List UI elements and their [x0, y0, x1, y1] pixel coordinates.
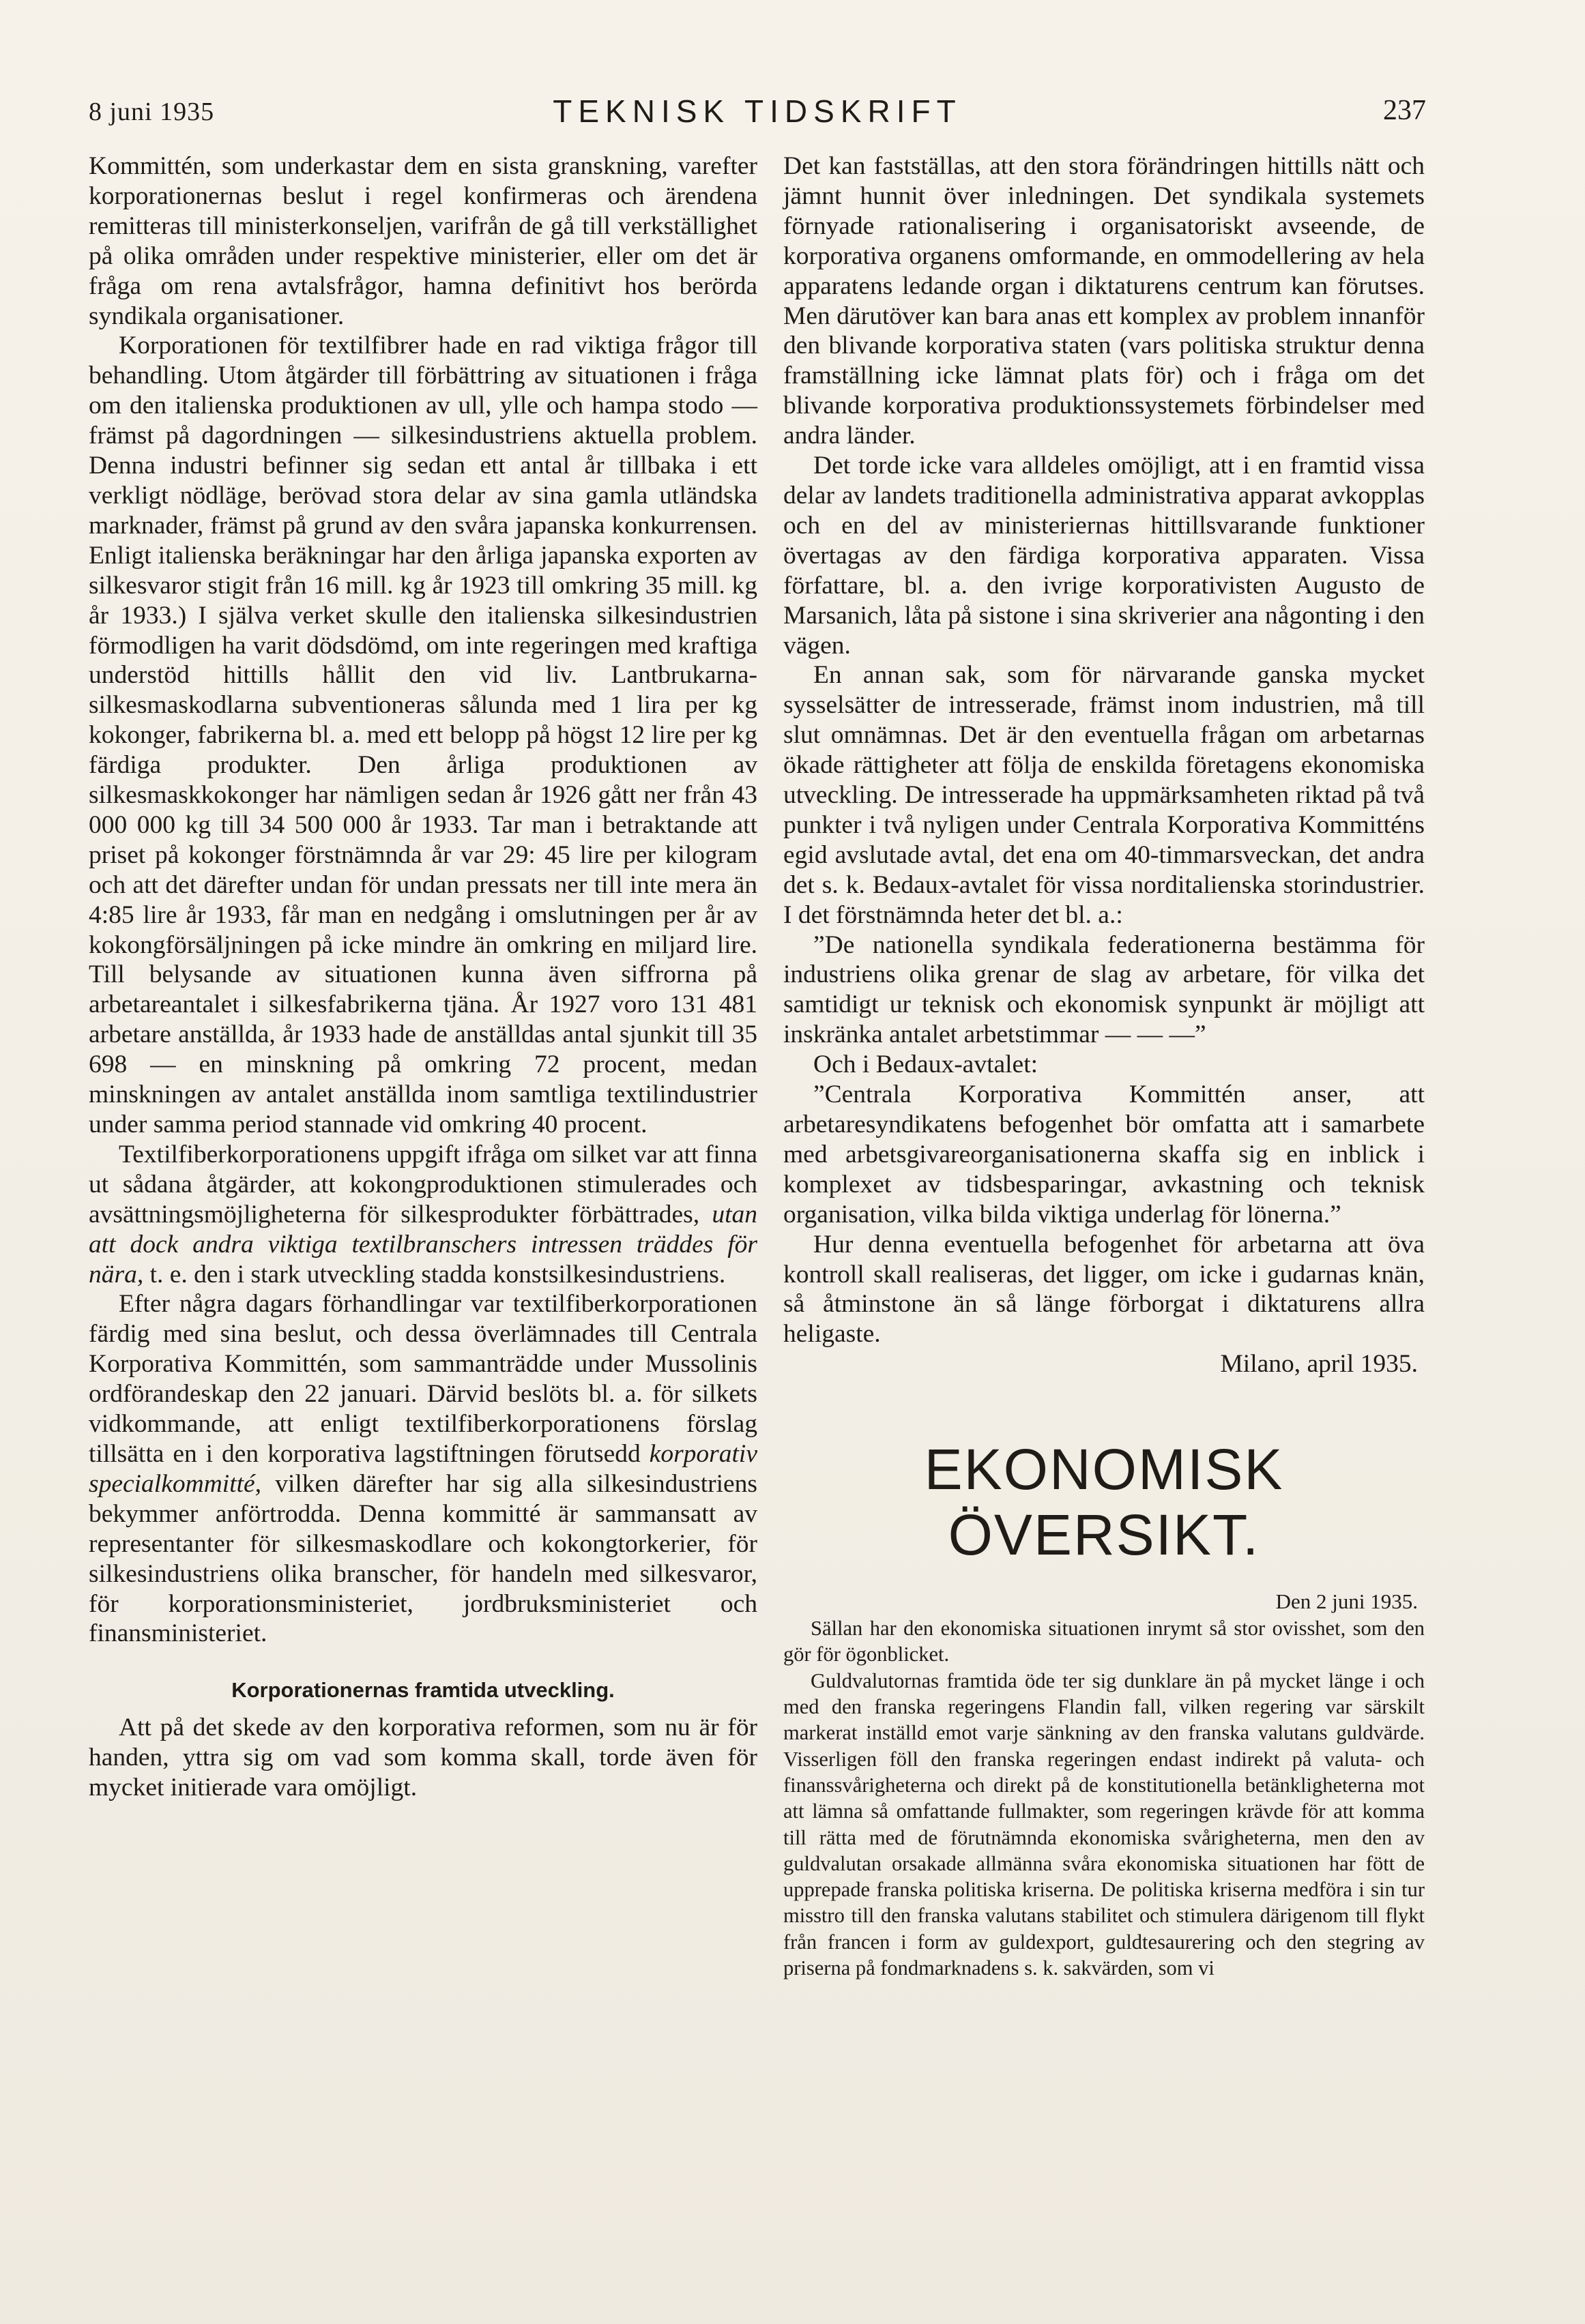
- paragraph: [89, 1289, 757, 1649]
- paragraph: Det torde icke vara alldeles omöjligt, att i en framtid vissa delar av landets traditionella administrativa apparat avkopplas och en del av ministeriernas hittillsvarande funktioner övertagas av den färdiga korporativa apparaten. Vissa författare, bl. a. den ivrige korporativisten Augusto de Marsanich, låta på sistone i sina skriverier ana någonting i den vägen.: [783, 452, 1425, 660]
- paragraph: Guldvalutornas framtida öde ter sig dunklare än på mycket länge i och med den franska regeringens Flandin fall, vilken regering var särskilt markerat inställd emot varje sänkning av den franska valutans guldvärde. Visserligen föll den franska regeringen endast indirekt på valuta- och finanssvårigheterna och direkt på de konstitutionella betänkligheterna mot att lämna så omfattande fullmakter, som regeringen krävde för att komma till rätta med de förutnämnda ekonomiska svårigheterna, men den av guldvalutan orsakade allmänna svåra ekonomiska situationen har fött de upprepade franska politiska kriserna. De politiska kriserna medföra i sin tur misstro till den franska valutans stabilitet och stimulera därigenom till flykt från francen i form av guldexport, guldtesaurering och den stegring av priserna på fondmarknadens s. k. sakvärden, som vi: [783, 1668, 1425, 1980]
- italic-text: korporativ specialkommitté,: [89, 1439, 757, 1498]
- quote-paragraph: ”Centrala Korporativa Kommittén anser, att arbetaresyndikatens befogenhet bör omfatta att i samarbete med arbetsgivareorganisationerna skaffa sig en inblick i komplexet av tidsbesparingar, avkastning och teknisk organisation, vilka bilda viktiga underlag för lönerna.”: [783, 1080, 1425, 1229]
- page-header: [89, 89, 1426, 130]
- section-title: EKONOMISK ÖVERSIKT.: [924, 1437, 1284, 1568]
- italic-text: utan att dock andra viktiga textilbranschers intressen träddes för nära,: [89, 1200, 757, 1289]
- text-run: Textilfiberkorporationens uppgift ifråga om silket var att finna ut sådana åtgärder, att kokongproduktionen stimulerades och avsättningsmöjligheterna för silkesprodukter förbättrades,: [89, 1140, 757, 1229]
- dateline: Den 2 juni 1935.: [1275, 1589, 1418, 1614]
- text-run: vilken därefter har sig alla silkesindustriens bekymmer anförtrodda. Denna kommitté är sammansatt av representanter för silkesmaskodlare och kokongtorkerier, för silkesindustriens olika branscher, för handeln med silkesvaror, för korporationsministeriet, jordbruksministeriet och finansministeriet.: [89, 1469, 758, 1648]
- text-run: Efter några dagars förhandlingar var textilfiberkorporationen färdig med sina beslut, och dessa överlämnades till Centrala Korporativa Kommittén, som sammanträdde under Mussolinis ordförandeskap den 22 januari. Därvid beslöts bl. a. för silkets vidkommande, att enligt textilfiberkorporationens förslag tillsätta en i den korporativa lagstiftningen förutsedd: [89, 1290, 757, 1468]
- paragraph: Korporationen för textilfibrer hade en rad viktiga frågor till behandling. Utom åtgärder till förbättring av situationen i fråga om den italienska produktionen av ull, ylle och hampa stodo — främst på dagordningen — silkesindustriens aktuella problem. Denna industri befinner sig sedan ett antal år tillbaka i ett verkligt nödläge, berövad stora delar av sina gamla utländska marknader, främst på grund av den svåra japanska konkurrensen. Enligt italienska beräkningar har den årliga japanska exporten av silkesvaror stigit från 16 mill. kg år 1923 till omkring 35 mill. kg år 1933.) I själva verket skulle den italienska silkesindustrien förmodligen ha varit dödsdömd, om inte regeringen med kraftiga understöd hittills hållit den vid liv. Lantbrukarna-silkesmaskodlarna subventioneras sålunda med 1 lira per kg kokonger, fabrikerna bl. a. med ett belopp på högst 12 lire per kg färdiga produkter. Den årliga produktionen av silkesmaskkokonger har nämligen sedan år 1926 gått ner från 43 000 000 kg till 34 500 000 år 1933. Tar man i betraktande att priset på kokonger förstnämnda år var 29: 45 lire per kilogram och att det därefter undan för undan pressats ner till inte mera än 4:85 lire år 1933, får man en nedgång i omslutningen per år av kokongförsäljningen på icke mindre än omkring en miljard lire. Till belysande av situationen kunna även siffrorna på arbetareantalet i silkesfabrikerna tjäna. År 1927 voro 131 481 arbetare anställda, år 1933 hade de anställdas antal sjunkit till 35 698 — en minskning på omkring 72 procent, medan minskningen av antalet anställda inom samtliga textilindustrier under samma period stannade vid omkring 40 procent.: [89, 332, 757, 1138]
- paragraph: Och i Bedaux-avtalet:: [813, 1050, 1038, 1079]
- page-number: 237: [1383, 95, 1426, 126]
- section-subheading: Korporationernas framtida utveckling.: [231, 1678, 615, 1703]
- text-run: t. e. den i stark utveckling stadda konstsilkesindustriens.: [149, 1260, 726, 1289]
- right-column: [783, 151, 1425, 1981]
- issue-date: 8 juni 1935: [89, 98, 215, 126]
- paragraph: Hur denna eventuella befogenhet för arbetarna att öva kontroll skall realiseras, det ligger, om icke i gudarnas knän, så åtminstone än så länge förborgat i diktaturens allra heligaste.: [783, 1230, 1425, 1349]
- left-column: [89, 151, 757, 1803]
- paragraph: Att på det skede av den korporativa reformen, som nu är för handen, yttra sig om vad som komma skall, torde även för mycket initierade vara omöjligt.: [89, 1713, 757, 1802]
- paragraph: Det kan fastställas, att den stora förändringen hittills nätt och jämnt hunnit över inledningen. Det syndikala systemets förnyade rationalisering i organisatoriskt avseende, de korporativa organens omformande, en ommodellering av hela apparatens ledande organ i diktaturens centrum kan förutses. Men därutöver kan bara anas ett komplex av problem innanför den blivande korporativa staten (vars politiska struktur denna framställning icke lämnat plats för) och i fråga om det blivande korporativa produktionssystemets förbindelser med andra länder.: [783, 152, 1425, 450]
- paragraph: [89, 1140, 757, 1290]
- paragraph: Sällan har den ekonomiska situationen inrymt så stor ovisshet, som den gör för ögonblicket.: [783, 1617, 1425, 1666]
- economic-overview-body: [783, 1615, 1425, 1981]
- paragraph: Kommittén, som underkastar dem en sista granskning, varefter korporationernas beslut i regel konfirmeras och ärendena remitteras till ministerkonseljen, varifrån de gå till verkställighet på olika områden under respektive ministerier, eller om det är fråga om rena avtalsfrågor, hamna definitivt hos berörda syndikala organisationer.: [89, 152, 757, 330]
- signoff: Milano, april 1935.: [1220, 1350, 1418, 1379]
- quote-paragraph: ”De nationella syndikala federationerna bestämma för industriens olika grenar de slag av arbetare, för vilka det samtidigt ur teknisk och ekonomisk synpunkt är möjligt att inskränka antalet arbetstimmar — — —”: [783, 930, 1425, 1049]
- journal-title: TEKNISK TIDSKRIFT: [553, 93, 962, 129]
- paragraph: En annan sak, som för närvarande ganska mycket sysselsätter de intresserade, främst inom industrien, må till slut omnämnas. Det är den eventuella frågan om arbetarnas ökade rättigheter att följa de enskilda företagens ekonomiska utveckling. De intresserade ha uppmärksamheten riktad på två punkter i två nyligen under Centrala Korporativa Kommitténs egid avslutade avtal, det ena om 40-timmarsveckan, det andra det s. k. Bedaux-avtalet för vissa norditalienska storindustrier. I det förstnämnda heter det bl. a.:: [783, 661, 1425, 929]
